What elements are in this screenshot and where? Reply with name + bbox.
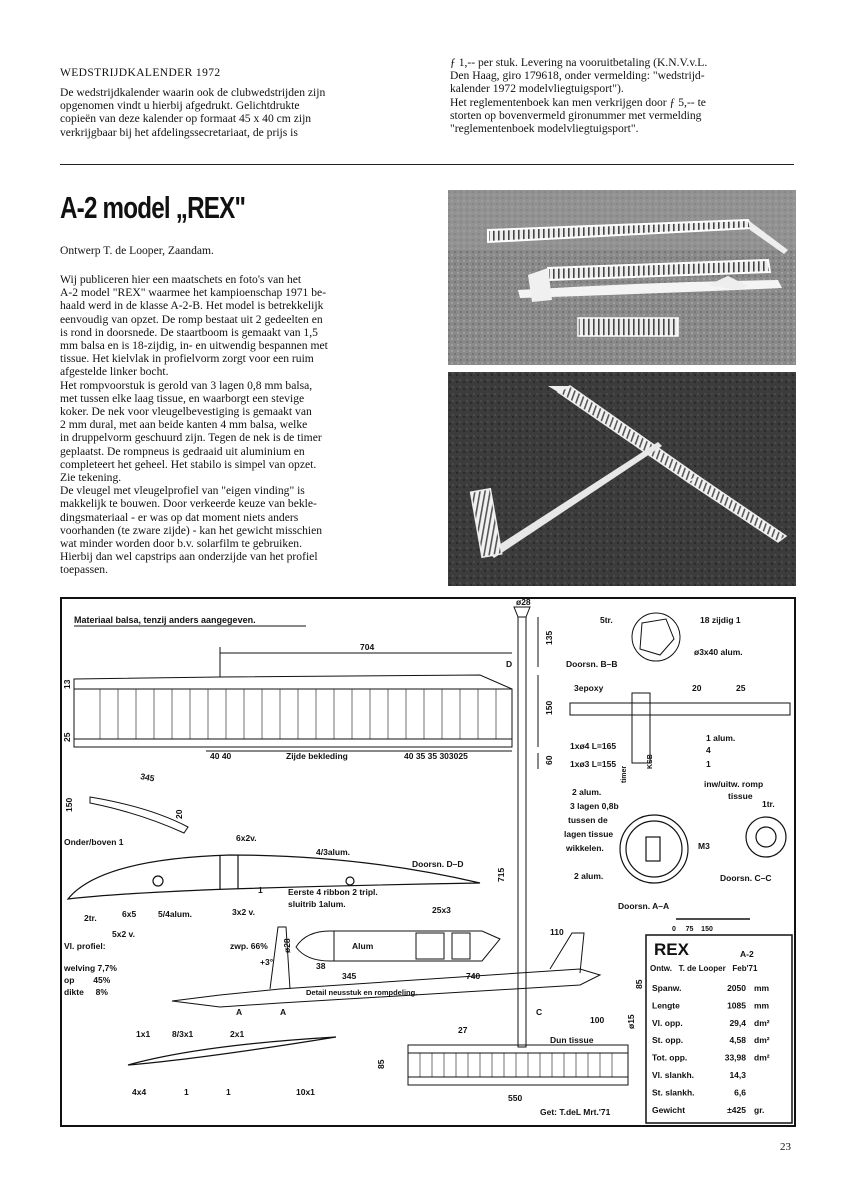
calendar-text-right: ƒ 1,-- per stuk. Levering na vooruitbetaling (K.N.V.v.L. Den Haag, giro 179618, onder vermelding: "wedstrijd- kalender 1972 modelvliegtuigsport"). Het reglementenboek kan men verkrijgen door ƒ 5,-- te storten op bovenvermeld gironummer met vermelding "reglementenboek modelvliegtuigsport". [450, 56, 708, 136]
svg-text:2tr.: 2tr. [84, 913, 97, 923]
spec-row-unit: mm [754, 1000, 770, 1011]
svg-text:Alum: Alum [352, 941, 374, 951]
svg-text:27: 27 [458, 1025, 468, 1035]
svg-text:Doorsn. B–B: Doorsn. B–B [566, 659, 618, 669]
article-body: Wij publiceren hier een maatschets en foto's van het A-2 model "REX" waarmee het kampioenschap 1971 be- haald werd in de klasse A-2-B. Het model is betrekkelijk eenvoudig van opzet. De romp bestaat uit 2 gedeelten en is rond in doorsnede. De staartboom is gemaakt van 1,5 mm balsa en is 18-zijdig, in- en uitwendig bespannen met tissue. Het kielvlak in profielvorm zorgt voor een ruim afgestelde linker bocht. Het rompvoorstuk is gerold van 3 lagen 0,8 mm balsa, met tussen elke laag tissue, en waarborgt een stevige koker. De nek voor vleugelbevestiging is gemaakt van 2 mm dural, met aan beide kanten 4 mm balsa, welke in druppelvorm geschuurd zijn. Tegen de nek is de timer geplaatst. De rompneus is gedraaid uit aluminium en completeert het geheel. Het stabilo is simpel van opzet. Zie tekening. De vleugel met vleugelprofiel van "eigen vinding" is makkelijk te bouwen. Door verkeerde keuze van bekle- dingsmateriaal - er was op dat moment niets anders voorhanden (te zware zijde) - kan het gewicht misschien wat minder worden door b.v. solarfilm te gebruiken. Hierbij dan wel capstrips aan onderzijde van het profiel toepassen. [60, 273, 328, 577]
spec-name: REX [654, 940, 689, 959]
svg-text:4: 4 [706, 745, 711, 755]
svg-text:1x1: 1x1 [136, 1029, 151, 1039]
svg-text:4x4: 4x4 [132, 1087, 147, 1097]
svg-text:38: 38 [316, 961, 326, 971]
spec-row-value: 33,98 [724, 1052, 746, 1063]
spec-designer: Ontw. T. de Looper Feb'71 [650, 964, 758, 973]
spec-row-value: 6,6 [734, 1087, 746, 1098]
svg-text:135: 135 [544, 630, 554, 645]
svg-text:20: 20 [692, 683, 702, 693]
spec-row-label: St. opp. [652, 1035, 684, 1046]
svg-text:1: 1 [184, 1087, 189, 1097]
svg-text:150: 150 [64, 797, 74, 812]
spec-row-label: St. slankh. [652, 1087, 695, 1098]
svg-text:1 alum.: 1 alum. [706, 733, 736, 743]
spec-row-value: 14,3 [729, 1070, 746, 1080]
svg-text:+3°: +3° [260, 957, 274, 967]
technical-drawing [60, 597, 796, 1127]
photo-model-parts [448, 190, 796, 365]
svg-text:2 alum.: 2 alum. [572, 787, 602, 797]
svg-text:25x3: 25x3 [432, 905, 451, 915]
svg-text:ø15: ø15 [626, 1014, 636, 1029]
spec-row-value: 1085 [727, 1000, 746, 1011]
svg-text:18 zijdig 1: 18 zijdig 1 [700, 615, 741, 625]
article-title: A-2 model „REX" [60, 190, 246, 225]
spec-row-unit: dm² [754, 1035, 770, 1046]
page-number: 23 [780, 1141, 791, 1153]
svg-text:5x2 v.: 5x2 v. [112, 929, 136, 939]
svg-text:40 40: 40 40 [210, 751, 232, 761]
svg-text:A: A [236, 1007, 243, 1017]
svg-text:tussen de: tussen de [568, 815, 608, 825]
svg-text:60: 60 [544, 755, 554, 765]
svg-text:6x2v.: 6x2v. [236, 833, 257, 843]
svg-text:2 alum.: 2 alum. [574, 871, 604, 881]
svg-text:5/4alum.: 5/4alum. [158, 909, 193, 919]
spec-row-unit: dm² [754, 1017, 770, 1028]
svg-text:345: 345 [139, 771, 156, 784]
svg-text:Dun tissue: Dun tissue [550, 1035, 594, 1045]
svg-text:704: 704 [360, 642, 375, 652]
svg-text:KSB: KSB [647, 754, 654, 769]
svg-text:8/3x1: 8/3x1 [172, 1029, 194, 1039]
spec-row-value: ±425 [727, 1104, 746, 1115]
svg-text:Doorsn. A–A: Doorsn. A–A [618, 901, 670, 911]
svg-text:1: 1 [258, 885, 263, 895]
photo-assembled-model [448, 372, 796, 586]
svg-text:Doorsn. C–C: Doorsn. C–C [720, 873, 772, 883]
article-byline: Ontwerp T. de Looper, Zaandam. [60, 244, 214, 257]
spec-row-unit: mm [754, 983, 770, 993]
svg-text:welving 7,7%: welving 7,7% [64, 963, 117, 973]
svg-text:op 45%: op 45% [64, 975, 111, 985]
material-note: Materiaal balsa, tenzij anders aangegeven. [74, 615, 256, 625]
svg-text:20: 20 [174, 809, 184, 819]
svg-text:85: 85 [376, 1059, 386, 1069]
svg-text:1: 1 [226, 1087, 231, 1097]
svg-text:550: 550 [508, 1093, 523, 1103]
svg-text:Zijde bekleding: Zijde bekleding [286, 751, 348, 761]
svg-text:D: D [506, 659, 513, 669]
svg-text:Eerste 4 ribbon 2 tripl.: Eerste 4 ribbon 2 tripl. [288, 887, 378, 897]
svg-text:timer: timer [621, 765, 628, 783]
section-divider [60, 164, 794, 165]
svg-text:C: C [536, 1007, 543, 1017]
svg-text:1xø3 L=155: 1xø3 L=155 [570, 759, 617, 769]
svg-text:1xø4 L=165: 1xø4 L=165 [570, 741, 617, 751]
svg-text:100: 100 [590, 1015, 605, 1025]
spec-row-label: Lengte [652, 1000, 680, 1011]
svg-text:Get: T.deL Mrt.'71: Get: T.deL Mrt.'71 [540, 1107, 611, 1117]
svg-text:zwp. 66%: zwp. 66% [230, 941, 268, 951]
spec-row-value: 4,58 [729, 1035, 746, 1046]
svg-text:1tr.: 1tr. [762, 799, 775, 809]
spec-table [646, 935, 792, 1123]
svg-text:inw/uitw. romp: inw/uitw. romp [704, 779, 764, 789]
svg-text:5tr.: 5tr. [600, 615, 613, 625]
spec-row-label: Gewicht [652, 1104, 686, 1115]
svg-text:M3: M3 [698, 841, 710, 851]
svg-text:85: 85 [634, 979, 644, 989]
spec-row-label: Spanw. [652, 983, 682, 993]
svg-text:150: 150 [544, 700, 554, 715]
svg-text:4/3alum.: 4/3alum. [316, 847, 351, 857]
svg-text:740: 740 [466, 971, 481, 981]
svg-text:6x5: 6x5 [122, 909, 137, 919]
svg-text:10x1: 10x1 [296, 1087, 315, 1097]
svg-text:sluitrib 1alum.: sluitrib 1alum. [288, 899, 346, 909]
svg-text:tissue: tissue [728, 791, 753, 801]
svg-text:715: 715 [496, 867, 506, 882]
spec-row-label: Vl. opp. [652, 1017, 683, 1028]
svg-text:345: 345 [342, 971, 357, 981]
svg-text:3epoxy: 3epoxy [574, 683, 604, 693]
svg-text:40 35 35 303025: 40 35 35 303025 [404, 751, 468, 761]
svg-text:Onder/boven 1: Onder/boven 1 [64, 837, 124, 847]
spec-row-unit: dm² [754, 1052, 770, 1063]
svg-text:3x2 v.: 3x2 v. [232, 907, 256, 917]
svg-text:3 lagen 0,8b: 3 lagen 0,8b [570, 801, 619, 811]
spec-row-label: Vl. slankh. [652, 1070, 695, 1080]
spec-row-value: 29,4 [729, 1017, 746, 1028]
svg-text:ø28: ø28 [516, 597, 531, 607]
svg-text:1: 1 [706, 759, 711, 769]
svg-text:dikte 8%: dikte 8% [64, 987, 108, 997]
svg-text:Doorsn. D–D: Doorsn. D–D [412, 859, 464, 869]
svg-text:lagen tissue: lagen tissue [564, 829, 614, 839]
svg-text:A: A [280, 1007, 287, 1017]
spec-row-unit: gr. [754, 1104, 765, 1115]
spec-row-value: 2050 [727, 983, 746, 993]
svg-text:ø28: ø28 [282, 938, 292, 953]
svg-text:25: 25 [736, 683, 746, 693]
calendar-text-left: De wedstrijdkalender waarin ook de clubwedstrijden zijn opgenomen vindt u hierbij afgedrukt. Gelichtdrukte copieën van deze kalender op formaat 45 x 40 cm zijn verkrijgbaar bij het afdelingssecretariaat, de prijs is [60, 86, 326, 139]
calendar-heading: WEDSTRIJDKALENDER 1972 [60, 67, 221, 79]
svg-text:ø3x40 alum.: ø3x40 alum. [694, 647, 743, 657]
spec-class: A-2 [740, 949, 754, 959]
svg-text:0 75 150: 0 75 150 [672, 926, 713, 933]
svg-text:Detail neusstuk en rompdeling.: Detail neusstuk en rompdeling. [306, 988, 418, 997]
spec-row-label: Tot. opp. [652, 1052, 688, 1063]
svg-text:wikkelen.: wikkelen. [566, 843, 604, 853]
svg-text:25: 25 [62, 732, 72, 742]
svg-text:110: 110 [550, 927, 564, 937]
svg-text:Vl. profiel:: Vl. profiel: [64, 941, 106, 951]
svg-text:13: 13 [62, 679, 72, 689]
svg-text:2x1: 2x1 [230, 1029, 245, 1039]
